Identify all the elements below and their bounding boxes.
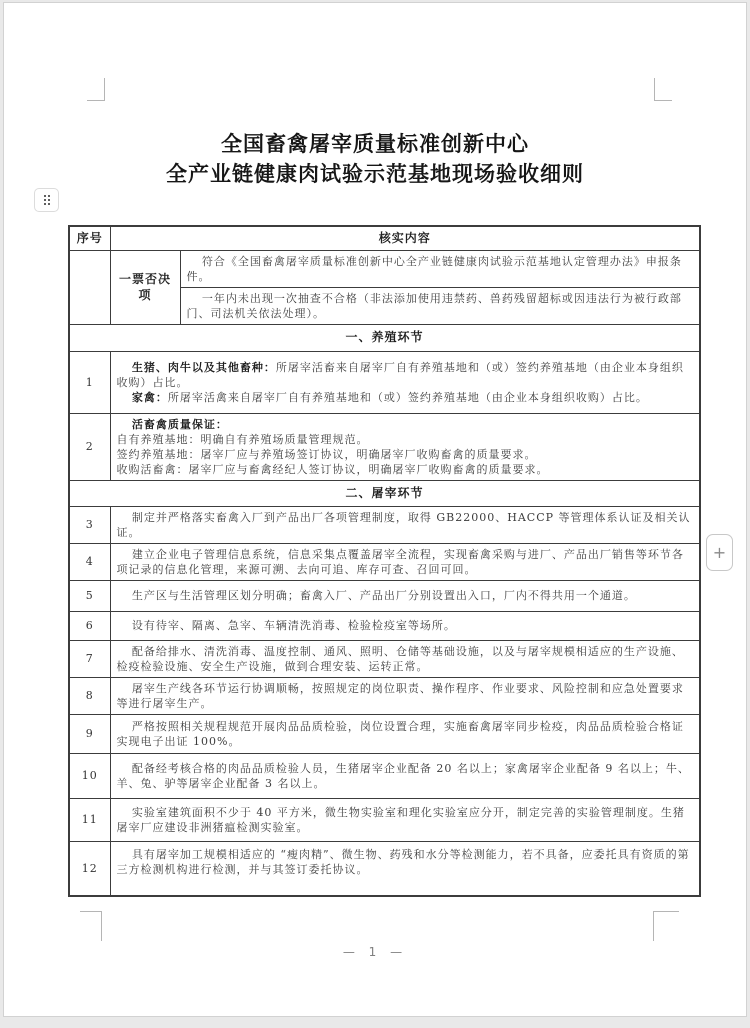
table-row: [69, 640, 700, 677]
row-number: 3: [69, 506, 110, 543]
paragraph-text: 所屠宰活禽来自屠宰厂自有养殖基地和（或）签约养殖基地（由企业本身组织收购）占比。: [167, 390, 648, 404]
row-content: [110, 351, 700, 413]
veto-item-text: 符合《全国畜禽屠宰质量标准创新中心全产业链健康肉试验示范基地认定管理办法》申报条件。: [186, 254, 682, 283]
row-number: 10: [69, 753, 110, 798]
row-content: [110, 506, 700, 543]
row-content: [110, 714, 700, 753]
veto-item-text: 一年内未出现一次抽查不合格（非法添加使用违禁药、兽药残留超标或因违法行为被行政部门、司法机关依法处理）。: [186, 291, 682, 320]
table-row: [69, 841, 700, 896]
section-title: 二、屠宰环节: [69, 480, 700, 506]
acceptance-rules-table: [68, 225, 701, 897]
add-button[interactable]: [706, 534, 733, 571]
table-row: [69, 506, 700, 543]
section-title: 一、养殖环节: [69, 324, 700, 351]
row-content: [110, 677, 700, 714]
row-content: [110, 543, 700, 580]
veto-row-1: [69, 250, 700, 287]
table-row: [69, 351, 700, 413]
veto-label-cell: 一票否决项: [110, 250, 180, 324]
row-content: [110, 580, 700, 611]
table-header-row: [69, 226, 700, 250]
section-row-breeding: [69, 324, 700, 351]
row-paragraph: 屠宰生产线各环节运行协调顺畅，按照规定的岗位职责、操作程序、作业要求、风险控制和应急处置要求等进行屠宰生产。: [116, 681, 684, 710]
row-number: 2: [69, 413, 110, 480]
page-number: — 1 —: [342, 945, 408, 959]
table-row: [69, 677, 700, 714]
row-number: 1: [69, 351, 110, 413]
row-paragraph: 收购活畜禽：屠宰厂应与畜禽经纪人签订协议，明确屠宰厂收购畜禽的质量要求。: [116, 462, 549, 476]
table-row: [69, 753, 700, 798]
row-paragraph: 生产区与生活管理区划分明确；畜禽入厂、产品出厂分别设置出入口，厂内不得共用一个通道。: [131, 589, 636, 602]
row-paragraph: 实验室建筑面积不少于 40 平方米，微生物实验室和理化实验室应分开，制定完善的实验管理制度。生猪屠宰厂应建设非洲猪瘟检测实验室。: [116, 805, 685, 834]
row-number: 7: [69, 640, 110, 677]
margin-mark-bottom-right: [653, 911, 679, 941]
row-paragraph: [117, 417, 694, 432]
row-paragraph: 建立企业电子管理信息系统，信息采集点覆盖屠宰全流程，实现畜禽采购与进厂、产品出厂销售等环节各项记录的信息化管理，来源可溯、去向可追、库存可查、召回可回。: [116, 547, 684, 576]
row-content: [110, 798, 700, 841]
header-cell-content: 核实内容: [110, 226, 700, 250]
veto-item-cell: [180, 250, 700, 287]
row-paragraph: [117, 360, 694, 390]
row-content: [110, 841, 700, 896]
paragraph-lead: 生猪、肉牛以及其他畜种：: [131, 360, 276, 374]
title-line-1: 全国畜禽屠宰质量标准创新中心: [221, 131, 529, 156]
row-paragraph: 签约养殖基地：屠宰厂应与养殖场签订协议，明确屠宰厂收购畜禽的质量要求。: [116, 447, 537, 461]
paragraph-text: 所屠宰活畜来自屠宰厂自有养殖基地和（或）签约养殖基地（由企业本身组织收购）占比。: [116, 360, 684, 389]
header-cell-number: 序号: [69, 226, 110, 250]
veto-number-cell: [69, 250, 110, 324]
margin-mark-bottom-left: [80, 911, 102, 941]
row-number: 4: [69, 543, 110, 580]
margin-mark-top-right: [654, 78, 672, 101]
row-number: 8: [69, 677, 110, 714]
table-row: [69, 543, 700, 580]
row-paragraph: 配备给排水、清洗消毒、温度控制、通风、照明、仓储等基础设施，以及与屠宰规模相适应的生产设施、检疫检验设施、安全生产设施，做到合理安装、运转正常。: [116, 644, 684, 673]
row-paragraph: 配备经考核合格的肉品品质检验人员，生猪屠宰企业配备 20 名以上；家禽屠宰企业配备 9 名以上；牛、羊、兔、驴等屠宰企业配备 3 名以上。: [116, 761, 690, 790]
row-paragraph: 具有屠宰加工规模相适应的 “瘦肉精”、微生物、药残和水分等检测能力，若不具备，应委托具有资质的第三方检测机构进行检测，并与其签订委托协议。: [116, 847, 690, 876]
table-row: [69, 714, 700, 753]
grid-dots-icon: [44, 195, 50, 205]
document-page: [3, 2, 747, 1017]
row-content: [110, 611, 700, 640]
title-line-2: 全产业链健康肉试验示范基地现场验收细则: [166, 161, 584, 186]
veto-item-cell: [180, 287, 700, 324]
row-content: [110, 640, 700, 677]
table-row: [69, 413, 700, 480]
paragraph-lead: 家禽：: [131, 390, 168, 404]
row-paragraph: 制定并严格落实畜禽入厂到产品出厂各项管理制度，取得 GB22000、HACCP 等管理体系认证及相关认证。: [116, 510, 691, 539]
table-row: [69, 798, 700, 841]
row-content: [110, 753, 700, 798]
row-paragraph: [117, 390, 694, 405]
paragraph-lead: 活畜禽质量保证：: [131, 417, 228, 431]
document-title: [4, 129, 746, 189]
row-paragraph: 严格按照相关规程规范开展肉品品质检验，岗位设置合理，实施畜禽屠宰同步检疫，肉品品质检验合格证实现电子出证 100%。: [116, 719, 684, 748]
drag-handle-button[interactable]: [34, 188, 59, 212]
table-row: [69, 611, 700, 640]
row-number: 5: [69, 580, 110, 611]
row-number: 12: [69, 841, 110, 896]
row-number: 6: [69, 611, 110, 640]
row-paragraph: 设有待宰、隔离、急宰、车辆清洗消毒、检验检疫室等场所。: [131, 619, 456, 632]
row-number: 11: [69, 798, 110, 841]
row-number: 9: [69, 714, 110, 753]
section-row-slaughter: [69, 480, 700, 506]
margin-mark-top-left: [87, 78, 105, 101]
plus-icon: +: [712, 543, 727, 562]
table-row: [69, 580, 700, 611]
row-paragraph: 自有养殖基地：明确自有养殖场质量管理规范。: [116, 432, 369, 446]
row-content: [110, 413, 700, 480]
